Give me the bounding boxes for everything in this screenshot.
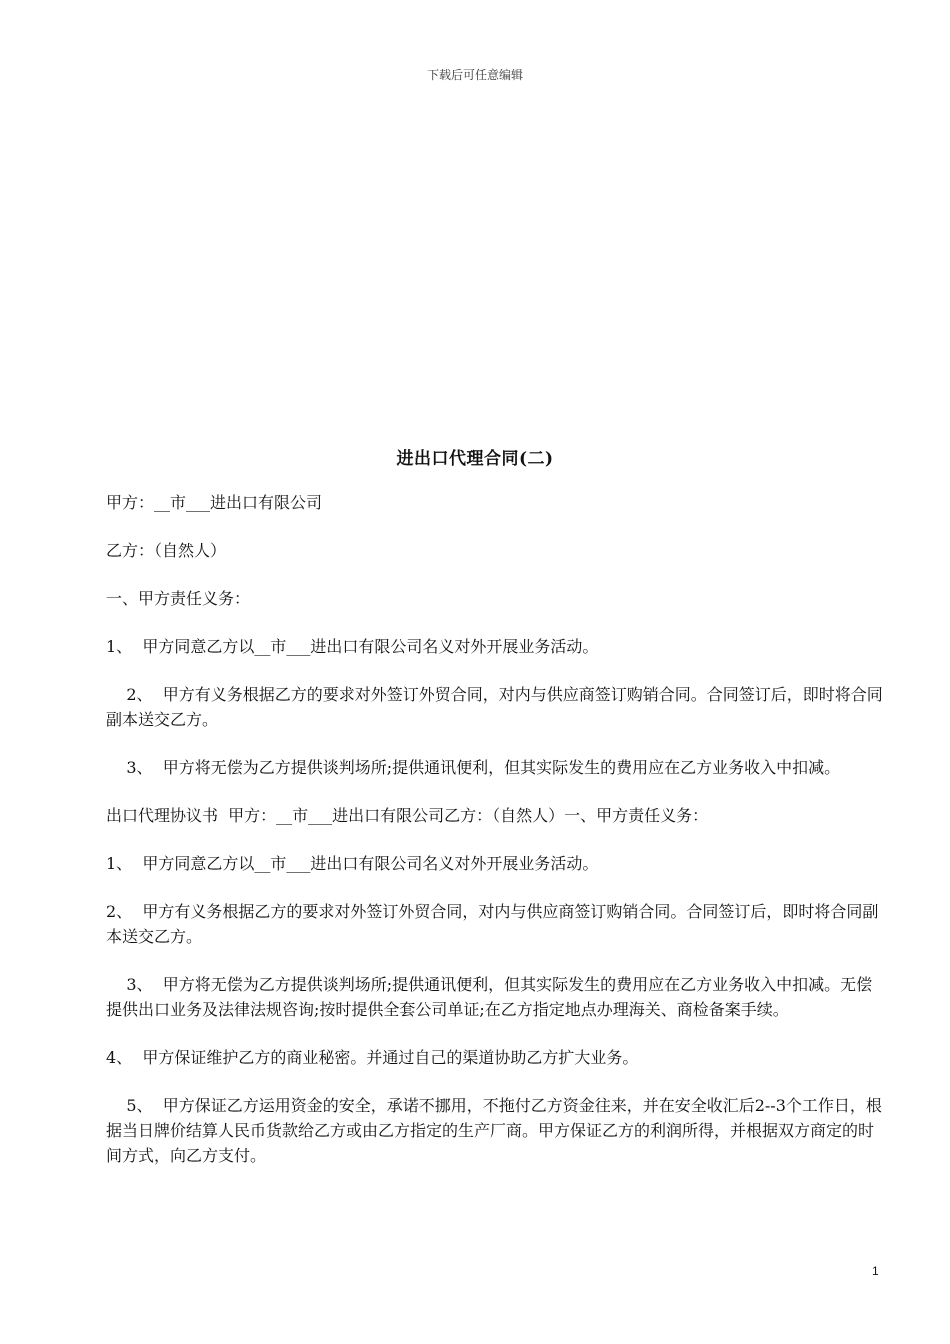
- document-body: [106, 490, 886, 1191]
- paragraph-party-a: 甲方：__市___进出口有限公司: [106, 493, 323, 512]
- page-number: 1: [872, 1264, 879, 1278]
- paragraph-section-heading: 一、甲方责任义务：: [106, 589, 251, 608]
- paragraph-clause-2-repeat: 2、 甲方有义务根据乙方的要求对外签订外贸合同，对内与供应商签订购销合同。合同签订后，即时将合同副本送交乙方。: [106, 902, 879, 946]
- paragraph-clause-5: 5、 甲方保证乙方运用资金的安全，承诺不挪用，不拖付乙方资金往来，并在安全收汇后2--3个工作日，根据当日牌价结算人民币货款给乙方或由乙方指定的生产厂商。甲方保证乙方的利润所得，并根据双方商定的时间方式，向乙方支付。: [106, 1096, 882, 1165]
- paragraph-clause-1: 1、 甲方同意乙方以__市___进出口有限公司名义对外开展业务活动。: [106, 637, 599, 656]
- document-title: 进出口代理合同(二): [396, 449, 554, 469]
- paragraph-clause-3: 3、 甲方将无偿为乙方提供谈判场所;提供通讯便利，但其实际发生的费用应在乙方业务收入中扣减。: [106, 758, 841, 777]
- paragraph-clause-1-repeat: 1、 甲方同意乙方以__市___进出口有限公司名义对外开展业务活动。: [106, 854, 599, 873]
- paragraph-clause-3-repeat: 3、 甲方将无偿为乙方提供谈判场所;提供通讯便利，但其实际发生的费用应在乙方业务收入中扣减。无偿提供出口业务及法律法规咨询;按时提供全套公司单证;在乙方指定地点办理海关、商检备案手续。: [106, 975, 873, 1019]
- paragraph-agreement-intro: 出口代理协议书 甲方：__市___进出口有限公司乙方：（自然人）一、甲方责任义务：: [106, 806, 709, 825]
- page-header-note: 下载后可任意编辑: [426, 68, 523, 82]
- paragraph-clause-2: 2、 甲方有义务根据乙方的要求对外签订外贸合同，对内与供应商签订购销合同。合同签订后，即时将合同副本送交乙方。: [106, 685, 883, 729]
- paragraph-party-b: 乙方：（自然人）: [106, 541, 227, 560]
- paragraph-clause-4: 4、 甲方保证维护乙方的商业秘密。并通过自己的渠道协助乙方扩大业务。: [106, 1048, 639, 1067]
